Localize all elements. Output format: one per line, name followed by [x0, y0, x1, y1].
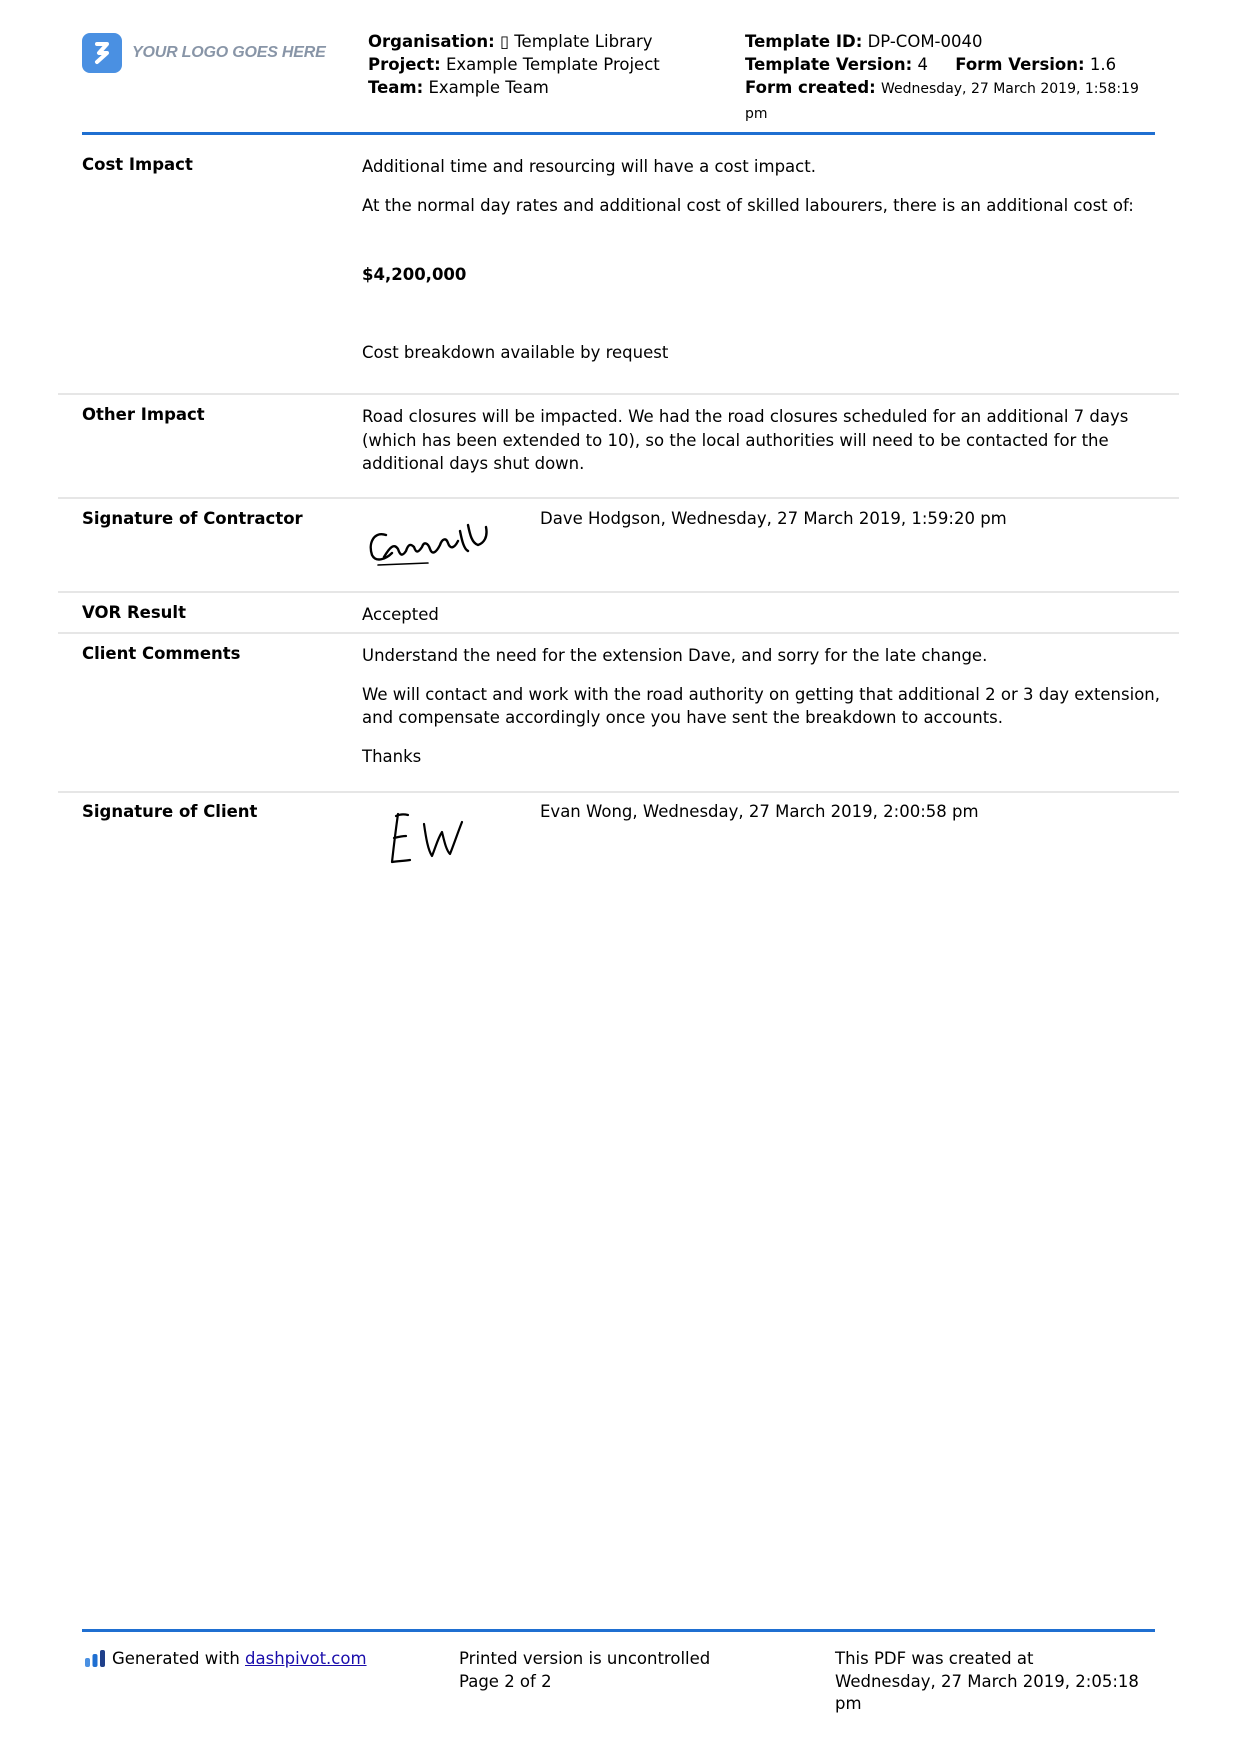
dashpivot-link[interactable]: dashpivot.com: [245, 1649, 367, 1668]
pdf-created-time: Wednesday, 27 March 2019, 2:05:18 pm: [835, 1671, 1139, 1713]
vor-result-label: VOR Result: [82, 603, 186, 622]
row-divider: [58, 497, 1179, 499]
vor-result-value: Accepted: [362, 605, 439, 624]
template-id-line: [745, 30, 1155, 53]
client-comments-para2: We will contact and work with the road authority on getting that additional 2 or 3 day extension, and compensate accordingly once you have sent the breakdown to accounts.: [362, 684, 1160, 727]
other-impact-value: Road closures will be impacted. We had the road closures scheduled for an additional 7 days (which has been extended to 10), so the local authorities will need to be contacted for the additional days shut down.: [362, 407, 1129, 473]
logo-text: YOUR LOGO GOES HERE: [132, 44, 326, 61]
row-divider: [58, 632, 1179, 634]
template-version-label: Template Version:: [745, 55, 913, 74]
header-divider: [82, 132, 1155, 135]
uncontrolled-notice: Printed version is uncontrolled: [459, 1649, 711, 1668]
version-line: [745, 53, 1155, 76]
row-divider: [58, 791, 1179, 793]
organisation-line: [368, 30, 728, 53]
form-version-value: 1.6: [1089, 55, 1117, 74]
template-version-value: 4: [917, 55, 928, 74]
header-template-info: [745, 30, 1155, 126]
cost-impact-line2: At the normal day rates and additional cost of skilled labourers, there is an additional cost of:: [362, 195, 1134, 215]
form-created-label: Form created:: [745, 78, 876, 97]
cost-impact-amount: $4,200,000: [362, 265, 467, 284]
project-line: [368, 53, 728, 76]
header-project-info: [368, 30, 728, 99]
footer-divider: [82, 1629, 1155, 1632]
contractor-signature-row: [58, 509, 1179, 589]
project-value: Example Template Project: [445, 55, 660, 74]
footer-generated: [84, 1648, 464, 1674]
form-version-label: Form Version:: [955, 55, 1085, 74]
team-label: Team:: [368, 78, 424, 97]
cost-impact-row: [58, 155, 1179, 375]
organisation-label: Organisation:: [368, 32, 495, 51]
pdf-created-label: This PDF was created at: [835, 1649, 1034, 1668]
cost-impact-value: [362, 155, 1167, 364]
client-comments-para1: Understand the need for the extension Dave, and sorry for the late change.: [362, 646, 988, 665]
contractor-signature-label: Signature of Contractor: [82, 509, 303, 528]
form-created-line: [745, 76, 1155, 126]
client-signature-name: Evan Wong, Wednesday, 27 March 2019, 2:00:58 pm: [540, 802, 979, 821]
footer-created: [835, 1648, 1165, 1716]
team-value: Example Team: [428, 78, 549, 97]
client-signature-label: Signature of Client: [82, 802, 258, 821]
company-logo: [82, 33, 326, 73]
template-id-label: Template ID:: [745, 32, 863, 51]
client-signature-image: [380, 808, 480, 872]
other-impact-label: Other Impact: [82, 405, 205, 424]
cost-impact-line1: Additional time and resourcing will have a cost impact.: [362, 157, 816, 176]
client-comments-label: Client Comments: [82, 644, 241, 663]
client-signature-row: [58, 802, 1179, 882]
other-impact-row: [58, 405, 1179, 495]
client-comments-row: [58, 644, 1179, 769]
bar-chart-icon: [84, 1649, 106, 1674]
organisation-value: ▯ Template Library: [499, 32, 653, 51]
form-created-value: Wednesday, 27 March 2019, 1:58:19 pm: [745, 81, 1139, 122]
project-label: Project:: [368, 55, 441, 74]
cost-impact-line3: Cost breakdown available by request: [362, 342, 669, 362]
row-divider: [58, 393, 1179, 395]
client-comments-value: [362, 644, 1167, 768]
logo-icon: [82, 33, 122, 73]
cost-impact-label: Cost Impact: [82, 155, 193, 174]
page-number: Page 2 of 2: [459, 1671, 552, 1691]
row-divider: [58, 591, 1179, 593]
contractor-signature-name: Dave Hodgson, Wednesday, 27 March 2019, 1:59:20 pm: [540, 509, 1007, 528]
team-line: [368, 76, 728, 99]
contractor-signature-image: [364, 513, 504, 577]
footer-control: [459, 1648, 779, 1693]
client-comments-para3: Thanks: [362, 746, 422, 766]
vor-result-row: [58, 603, 1179, 629]
template-id-value: DP-COM-0040: [867, 32, 983, 51]
generated-prefix: Generated with: [112, 1649, 246, 1668]
